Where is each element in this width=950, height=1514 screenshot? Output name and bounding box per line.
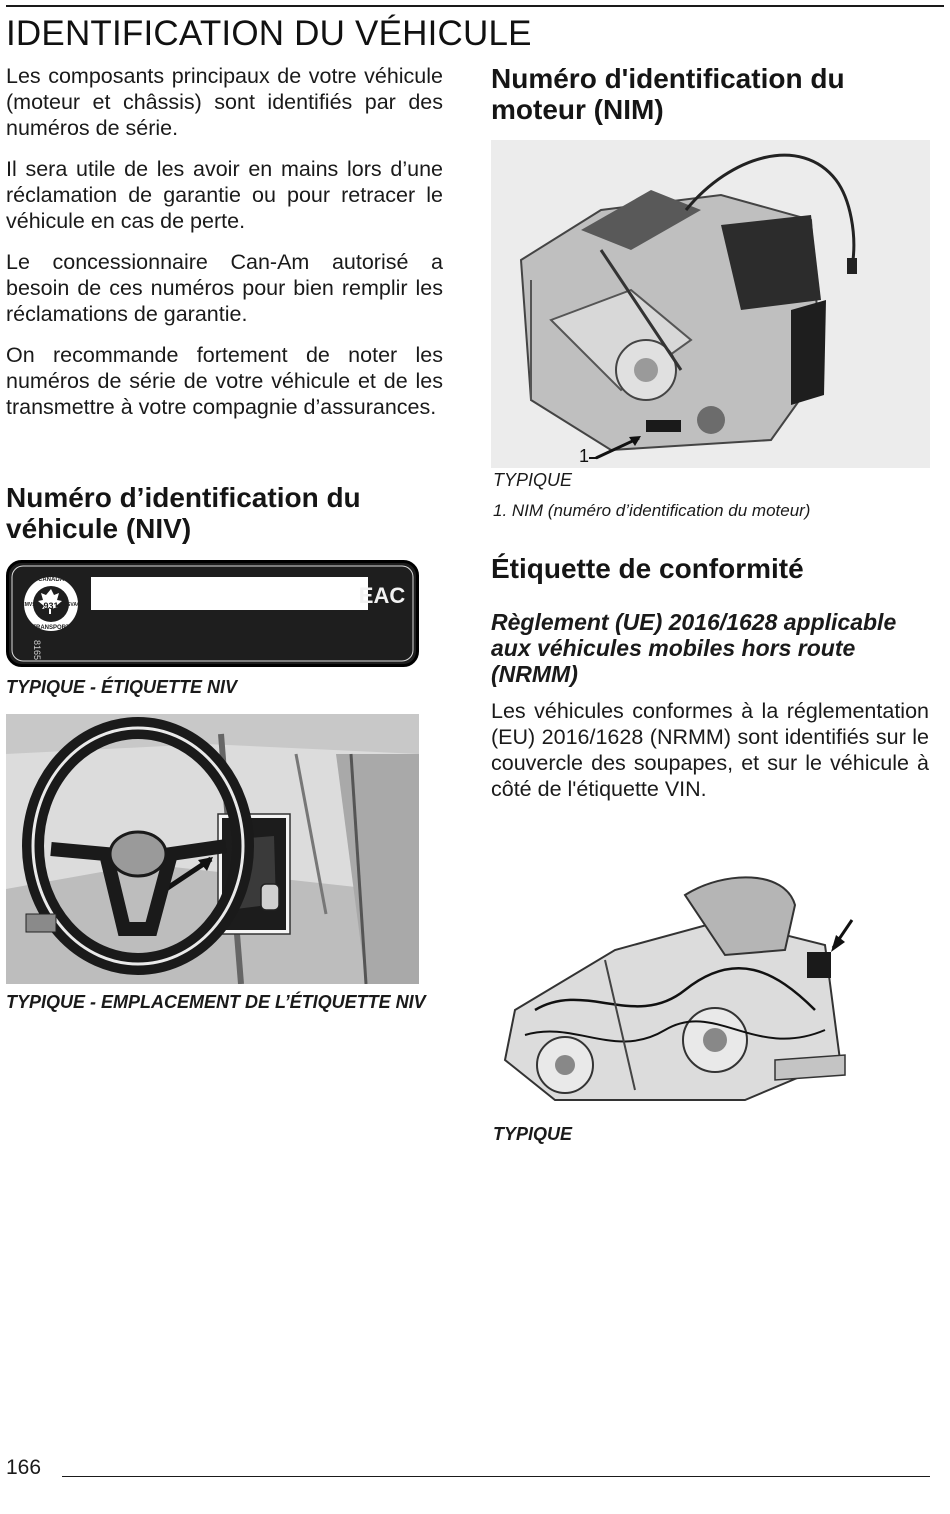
conformity-heading: Étiquette de conformité — [491, 553, 804, 584]
page-number: 166 — [6, 1456, 42, 1479]
maple-leaf-right-text: NSVAC — [63, 602, 81, 608]
vin-label-caption: TYPIQUE - ÉTIQUETTE NIV — [6, 677, 238, 697]
left-column — [6, 63, 443, 435]
nim-heading: Numéro d'identification du moteur (NIM) — [491, 63, 845, 125]
paragraph-intro: Les composants principaux de votre véhicule (moteur et châssis) sont identifiés par des numéros de série. — [6, 64, 443, 140]
maple-leaf-top-text: CANADA — [38, 577, 64, 583]
paragraph-dealer: Le concessionnaire Can-Am autorisé a besoin de ces numéros pour bien remplir les réclamations de garantie. — [6, 250, 443, 326]
maple-leaf-number: 931 — [43, 601, 59, 611]
maple-leaf-left-text: CMVSS — [21, 602, 39, 608]
engine-conformity-figure — [495, 860, 865, 1112]
engine-legend: 1. NIM (numéro d’identification du moteur) — [493, 501, 811, 520]
engine-caption: TYPIQUE — [493, 470, 573, 490]
vin-side-code: 8165 — [32, 640, 42, 661]
regulation-heading: Règlement (UE) 2016/1628 applicable aux véhicules mobiles hors route (NRMM) — [491, 609, 897, 687]
page-title: IDENTIFICATION DU VÉHICULE — [6, 14, 532, 53]
engine-figure — [491, 140, 930, 468]
engine2-caption: TYPIQUE — [493, 1124, 573, 1144]
vin-label-figure — [6, 560, 419, 667]
footer-rule — [62, 1476, 930, 1477]
eac-mark: EAC — [358, 583, 406, 608]
maple-leaf-bottom-text: TRANSPORT — [32, 625, 70, 631]
regulation-text: Les véhicules conformes à la réglementation (EU) 2016/1628 (NRMM) sont identifiés sur le couvercle des soupapes, et sur le véhicule à côté de l'étiquette VIN. — [491, 699, 929, 801]
niv-heading: Numéro d’identification du véhicule (NIV) — [6, 482, 361, 544]
top-rule — [6, 5, 944, 7]
engine-callout-number: 1 — [579, 446, 590, 466]
paragraph-recommendation: On recommande fortement de noter les numéros de série de votre véhicule et de les transmettre à votre compagnie d’assurances. — [6, 343, 443, 419]
vin-location-figure — [6, 714, 419, 984]
vin-location-caption: TYPIQUE - EMPLACEMENT DE L’ÉTIQUETTE NIV — [6, 992, 426, 1012]
paragraph-warranty: Il sera utile de les avoir en mains lors d’une réclamation de garantie ou pour retracer le véhicule en cas de perte. — [6, 157, 443, 233]
